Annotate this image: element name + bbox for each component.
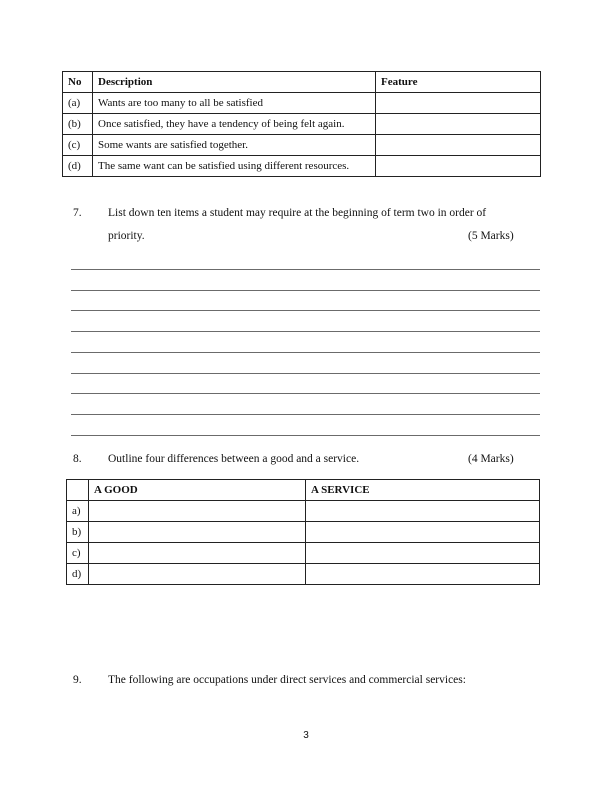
service-answer-cell[interactable] <box>306 564 540 585</box>
answer-line[interactable] <box>71 310 540 311</box>
table-row <box>63 93 541 114</box>
good-vs-service-table <box>66 479 540 585</box>
table-row <box>63 156 541 177</box>
row-label: a) <box>67 501 89 522</box>
question-text: List down ten items a student may require at the beginning of term two in order of <box>108 207 487 219</box>
row-description: Some wants are satisfied together. <box>93 135 376 156</box>
column-header-good: A GOOD <box>89 480 306 501</box>
marks-label: (5 Marks) <box>468 230 514 242</box>
row-label: b) <box>67 522 89 543</box>
row-number: (d) <box>63 156 93 177</box>
question-number: 7. <box>73 207 82 219</box>
table-row <box>67 501 540 522</box>
row-number: (a) <box>63 93 93 114</box>
row-label: d) <box>67 564 89 585</box>
column-header-description: Description <box>93 72 376 93</box>
row-number: (c) <box>63 135 93 156</box>
question-9 <box>73 669 543 692</box>
table-header-row <box>67 480 540 501</box>
service-answer-cell[interactable] <box>306 522 540 543</box>
good-answer-cell[interactable] <box>89 543 306 564</box>
feature-answer-cell[interactable] <box>376 156 541 177</box>
answer-line[interactable] <box>71 331 540 332</box>
answer-line[interactable] <box>71 393 540 394</box>
column-header-blank <box>67 480 89 501</box>
feature-answer-cell[interactable] <box>376 93 541 114</box>
answer-line[interactable] <box>71 414 540 415</box>
table-header-row <box>63 72 541 93</box>
answer-line[interactable] <box>71 352 540 353</box>
service-answer-cell[interactable] <box>306 543 540 564</box>
table-row <box>67 543 540 564</box>
table-row <box>63 135 541 156</box>
column-header-service: A SERVICE <box>306 480 540 501</box>
page-number: 3 <box>303 730 309 741</box>
row-label: c) <box>67 543 89 564</box>
row-description: The same want can be satisfied using different resources. <box>93 156 376 177</box>
row-description: Once satisfied, they have a tendency of being felt again. <box>93 114 376 135</box>
table-row <box>67 522 540 543</box>
good-answer-cell[interactable] <box>89 564 306 585</box>
question-text: The following are occupations under direct services and commercial services: <box>108 674 466 686</box>
feature-answer-cell[interactable] <box>376 135 541 156</box>
table-row <box>63 114 541 135</box>
feature-answer-cell[interactable] <box>376 114 541 135</box>
question-number: 9. <box>73 674 82 686</box>
question-text-continued: priority. <box>108 230 145 242</box>
features-of-wants-table <box>62 71 541 177</box>
answer-line[interactable] <box>71 373 540 374</box>
service-answer-cell[interactable] <box>306 501 540 522</box>
answer-line[interactable] <box>71 269 540 270</box>
good-answer-cell[interactable] <box>89 522 306 543</box>
answer-line[interactable] <box>71 435 540 436</box>
answer-line[interactable] <box>71 290 540 291</box>
good-answer-cell[interactable] <box>89 501 306 522</box>
column-header-no: No <box>63 72 93 93</box>
column-header-feature: Feature <box>376 72 541 93</box>
table-row <box>67 564 540 585</box>
row-description: Wants are too many to all be satisfied <box>93 93 376 114</box>
row-number: (b) <box>63 114 93 135</box>
question-number: 8. <box>73 453 82 465</box>
marks-label: (4 Marks) <box>468 453 514 465</box>
question-text: Outline four differences between a good and a service. <box>108 453 360 465</box>
